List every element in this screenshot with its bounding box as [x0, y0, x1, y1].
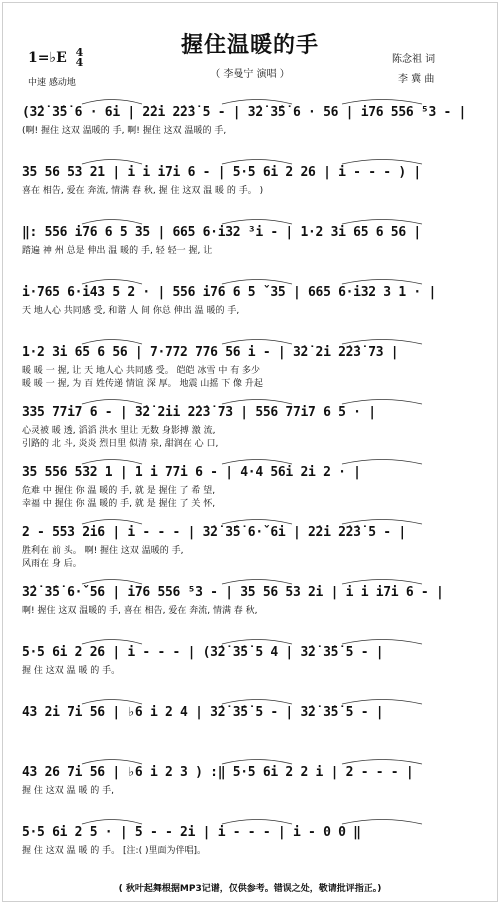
lyric-line: 暖 暖 一 握, 让 天 地人心 共同感 受。 皑皑 冰雪 中 有 多少	[22, 366, 261, 376]
lyric-line: 握 住 这双 温 暖 的 手,	[22, 786, 115, 796]
lyric-line: 暖 暖 一 握, 为 百 姓传递 情谊 深 厚。 地震 山摇 下 像 升起	[22, 379, 263, 389]
lyric-line: 幸福 中 握住 你 温 暖的 手, 就 是 握住 了 关 怀,	[22, 499, 216, 509]
jianpu-notes: 43 2i 7i 56 | ♭6 i 2 4 | 3̇2̇ 3̇5̇ 5 - | 3̇2̇ 3̇5̇ 5 - |	[22, 705, 384, 720]
jianpu-notes: 5·5 6i 2 26 | i - - - | (3̇2̇ 3̇5̇ 5 4 | 3̇2̇ 3̇5̇ 5 - |	[22, 645, 384, 660]
jianpu-notes: 3̇2̇ 3̇5̇ 6·ˇ56 | i76 556 ⁵3 - | 35 56 53 2̇i | i i i7i 6 - |	[22, 585, 444, 600]
lyric-line: 引路的 北 斗, 炎炎 烈日里 似清 泉, 甜润在 心 口,	[22, 439, 219, 449]
jianpu-notes: 5·5 6i 2 5 · | 5 - - 2i | i - - - | i - 0 0 ‖	[22, 825, 361, 840]
song-title: 握住温暖的手	[180, 32, 319, 58]
time-signature-top: 4	[75, 46, 84, 59]
lyric-line: 踏遍 神 州 总是 伸出 温 暖的 手, 轻 轻一 握, 让	[22, 246, 213, 256]
jianpu-notes: 2 - 553 2i6 | i - - - | 3̇2̇ 3̇5̇ 6·ˇ6i | 2̇2̇i 2̇2̇3̇ 5 - |	[22, 525, 406, 540]
jianpu-notes: 43 26 7i 56 | ♭6 i 2 3 ) :‖ 5·5 6i 2 2 i | 2 - - - |	[22, 765, 414, 780]
tempo-marking: 中速 感动地	[28, 78, 76, 88]
jianpu-notes: 35 556 532 1 | 1 i 77i 6 - | 4·4 56i 2i 2 · |	[22, 465, 361, 480]
jianpu-notes: i·765 6·i43 5 2 · | 556 i76 6 5 ˇ35 | 665 6·i32 3 1 · |	[22, 285, 436, 300]
performer-credit: （ 李曼宁 演唱 ）	[210, 69, 290, 80]
lyric-line: 握 住 这双 温 暖 的 手。 [注:( )里面为伴唱]。	[22, 846, 206, 856]
transcription-note: ( 秋叶起舞根据MP3记谱，仅供参考。错误之处，敬请批评指正。)	[118, 884, 382, 894]
lyric-line: 天 地人心 共同感 受, 和谐 人 间 你总 伸出 温 暖的 手,	[22, 306, 240, 316]
jianpu-notes: ‖: 556 i76 6 5 35 | 665 6·i32 ³i - | 1·2 3i 65 6 56 |	[22, 225, 421, 240]
jianpu-notes: 335 77i7 6 - | 3̇2̇ 2̇ii 2̇2̇3̇ 73 | 556 77i7 6 5 · |	[22, 405, 376, 420]
time-signature	[76, 48, 84, 68]
lyric-line: (啊! 握住 这双 温暖的 手, 啊! 握住 这双 温暖的 手,	[22, 126, 227, 136]
lyricist-credit: 陈念祖 词	[392, 54, 436, 65]
time-signature-bottom: 4	[75, 56, 84, 69]
lyric-line: 心灵被 暖 透, 滔滔 洪水 里让 无数 身影搏 激 流,	[22, 426, 216, 436]
key-signature	[28, 48, 83, 68]
key-label: 1=♭E	[28, 50, 67, 66]
lyric-line: 握 住 这双 温 暖 的 手。	[22, 666, 121, 676]
jianpu-notes: 35 56 53 21 | i i i7i 6 - | 5·5 6i 2 26 | i - - - ) |	[22, 165, 421, 180]
lyric-line: 风雨在 身 后。	[22, 559, 82, 569]
lyric-line	[22, 725, 470, 738]
lyric-line: 啊! 握住 这双 温暖的 手, 喜在 相告, 爱在 奔流, 情满 春 秋,	[22, 606, 258, 616]
lyric-line: 危难 中 握住 你 温 暖的 手, 就 是 握住 了 希 望,	[22, 486, 216, 496]
composer-credit: 李 冀 曲	[398, 74, 435, 85]
jianpu-notes: 1·2 3i 65 6 56 | 7·772 776 56 i - | 3̇2̇ 2̇i 2̇2̇3̇ 73 |	[22, 345, 399, 360]
lyric-line: 喜在 相告, 爱在 奔流, 情满 春 秋, 握 住 这双 温 暖 的 手。 )	[22, 186, 264, 196]
lyric-line: 胜利在 前 头。 啊! 握住 这双 温暖的 手,	[22, 546, 184, 556]
jianpu-notes: (3̇2̇ 3̇5̇ 6 · 6i | 2̇2̇i 2̇2̇3̇ 5 - | 3̇2̇ 3̇5̇ 6 · 56 | i76 556 ⁵3 - |	[22, 105, 467, 120]
